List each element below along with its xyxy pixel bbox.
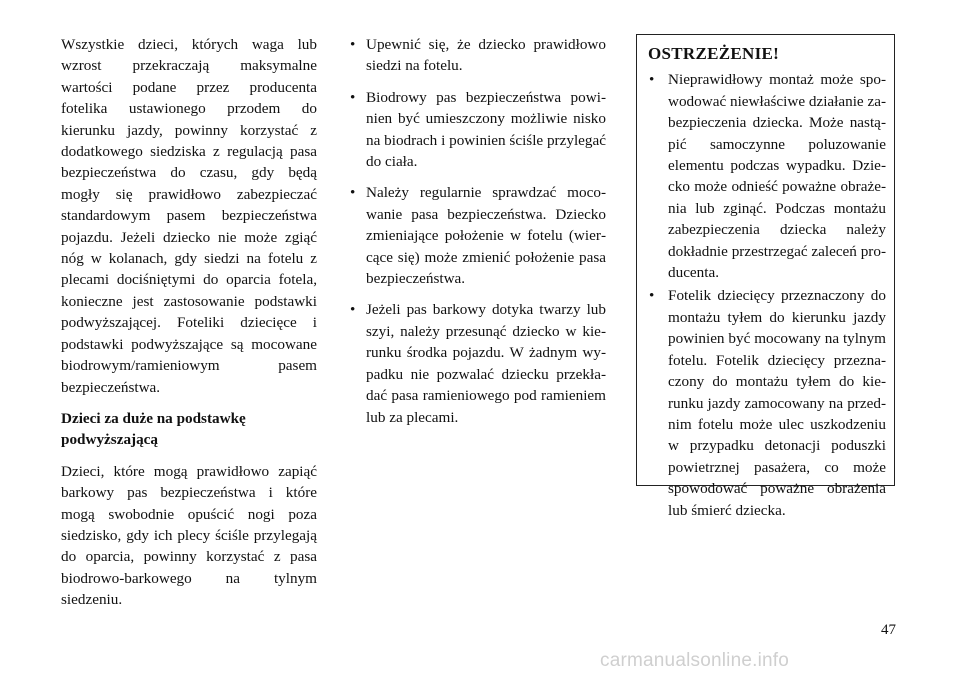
list-item: • Biodrowy pas bezpieczeństwa powinien być umieszczony możliwie nisko na biodrach i powinien ściśle przylegać do ciała. <box>349 87 606 173</box>
left-column <box>61 34 317 621</box>
list-item: • Należy regularnie sprawdzać mocowanie pasa bezpieczeństwa. Dziecko zmieniające położenie w fotelu (wiercące się) może zmienić położenie pasa bezpieczeństwa. <box>349 182 606 289</box>
section-paragraph: Dzieci, które mogą prawidłowo zapiąć barkowy pas bezpieczeństwa i które mogą swobodnie opuścić nogi poza siedzisko, gdy ich plecy ściśle przylegają do oparcia, powinny korzystać z pasa biodrowo-barkowego na tylnym siedzeniu. <box>61 462 317 609</box>
warning-item: • Fotelik dziecięcy przeznaczony do montażu tyłem do kierunku jazdy powinien być mocowany na tylnym fotelu. Fotelik dziecięcy przeznaczony do montażu tyłem do kierunku jazdy zamocowany na przednim fotelu może ulec uszkodzeniu w przypadku detonacji poduszki powietrznej pasażera, co może spowodować poważne obrażenia lub śmierć dziecka. <box>648 285 886 520</box>
page-number: 47 <box>881 622 896 638</box>
watermark: carmanualsonline.info <box>600 650 790 671</box>
list-item: • Jeżeli pas barkowy dotyka twarzy lub szyi, należy przesunąć dziecko w kierunku środka pojazdu. W żadnym wypadku nie pozwalać dziecku przekładać pasa ramieniowego pod ramieniem lub za plecami. <box>349 299 606 427</box>
instruction-list <box>349 34 606 428</box>
warning-item: • Nieprawidłowy montaż może spowodować niewłaściwe działanie zabezpieczenia dziecka. Może nastąpić samoczynne poluzowanie elementu podczas wypadku. Dziecko może odnieść poważne obrażenia lub zginąć. Podczas montażu zabezpieczenia dziecka należy dokładnie przestrzegać zaleceń producenta. <box>648 69 886 283</box>
warning-title: OSTRZEŻENIE! <box>648 44 780 63</box>
section-heading: Dzieci za duże na podstawkę podwyższającą <box>61 409 246 449</box>
warning-box <box>636 34 895 519</box>
intro-paragraph: Wszystkie dzieci, których waga lub wzrost przekraczają maksymalne wartości podane przez producenta fotelika ustawionego przodem do kierunku jazdy, powinny korzystać z dodatkowego siedziska z regulacją pasa bezpieczeństwa do czasu, gdy będą mogły się prawidłowo zabezpieczać standardowym pasem bezpieczeństwa pojazdu. Jeżeli dziecko nie może zgiąć nóg w kolanach, gdy siedzi na fotelu z plecami dociśniętymi do oparcia fotela, konieczne jest zastosowanie podstawki podwyższającej. Foteliki dziecięce i podstawki podwyższające są mocowane biodrowym/ramieniowym pasem bezpieczeństwa. <box>61 36 317 396</box>
middle-column <box>349 34 606 438</box>
list-item: • Upewnić się, że dziecko prawidłowo siedzi na fotelu. <box>349 34 606 77</box>
warning-list <box>648 69 886 521</box>
